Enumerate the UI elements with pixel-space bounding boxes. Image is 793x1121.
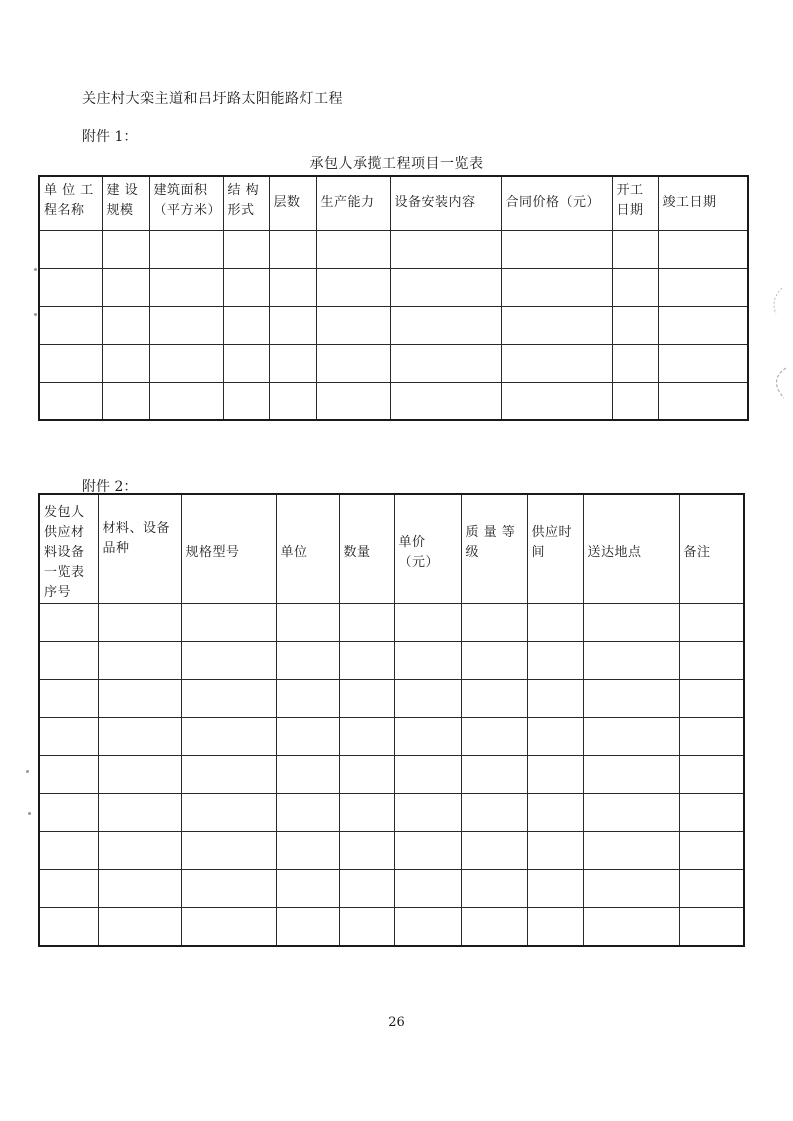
header-cell: 单位 (276, 494, 339, 604)
table-cell[interactable] (339, 718, 394, 756)
table-cell[interactable] (39, 756, 98, 794)
table-cell[interactable] (679, 832, 744, 870)
header-cell: 质 量 等级 (461, 494, 527, 604)
table-cell[interactable] (339, 604, 394, 642)
table-cell[interactable] (339, 832, 394, 870)
table-cell[interactable] (527, 718, 583, 756)
table-row (39, 604, 744, 642)
table-cell[interactable] (339, 642, 394, 680)
header-cell: 发包人供应材料设备一览表序号 (39, 494, 98, 604)
table-cell[interactable] (394, 832, 461, 870)
table-cell[interactable] (149, 230, 223, 268)
table-cell[interactable] (339, 756, 394, 794)
table-cell[interactable] (679, 604, 744, 642)
header-cell: 单 位 工 程名称 (39, 176, 102, 230)
header-cell: 建 设 规模 (102, 176, 149, 230)
table-cell[interactable] (223, 382, 269, 420)
table-cell[interactable] (583, 870, 679, 908)
table-cell[interactable] (39, 680, 98, 718)
table-cell[interactable] (39, 344, 102, 382)
header-cell: 生产能力 (316, 176, 390, 230)
table-cell[interactable] (679, 642, 744, 680)
attachment-1-label: 附件 1： (82, 129, 138, 145)
table-cell[interactable] (501, 268, 612, 306)
table-cell[interactable] (461, 756, 527, 794)
table-cell[interactable] (461, 604, 527, 642)
table-cell[interactable] (181, 604, 276, 642)
table-cell[interactable] (583, 794, 679, 832)
table-cell[interactable] (583, 756, 679, 794)
table-row (39, 794, 744, 832)
table-cell[interactable] (394, 908, 461, 946)
table-cell[interactable] (276, 756, 339, 794)
header-cell: 开工 日期 (612, 176, 658, 230)
scan-speck (34, 268, 37, 271)
table-1-title: 承包人承揽工程项目一览表 (309, 156, 484, 172)
table-cell[interactable] (98, 680, 181, 718)
table-cell[interactable] (276, 642, 339, 680)
table-cell[interactable] (394, 718, 461, 756)
header-cell: 送达地点 (583, 494, 679, 604)
table-cell[interactable] (149, 268, 223, 306)
scan-speck (34, 313, 37, 316)
table-cell[interactable] (612, 382, 658, 420)
table-cell[interactable] (583, 832, 679, 870)
table-cell[interactable] (394, 642, 461, 680)
table-cell[interactable] (658, 344, 748, 382)
header-cell: 竣工日期 (658, 176, 748, 230)
header-cell: 供应时间 (527, 494, 583, 604)
table-header-row (39, 176, 748, 230)
table-cell[interactable] (39, 306, 102, 344)
table-header-row (39, 494, 744, 604)
table-cell[interactable] (339, 794, 394, 832)
table-cell[interactable] (39, 718, 98, 756)
table-cell[interactable] (527, 604, 583, 642)
header-cell: 建筑面积（平方米） (149, 176, 223, 230)
table-cell[interactable] (39, 268, 102, 306)
table-cell[interactable] (269, 306, 316, 344)
table-row (39, 642, 744, 680)
table-cell[interactable] (583, 604, 679, 642)
scan-speck (26, 770, 29, 773)
table-cell[interactable] (223, 344, 269, 382)
table-cell[interactable] (394, 680, 461, 718)
table-cell[interactable] (276, 832, 339, 870)
table-cell[interactable] (98, 604, 181, 642)
table-cell[interactable] (149, 382, 223, 420)
table-cell[interactable] (390, 268, 501, 306)
table-cell[interactable] (316, 268, 390, 306)
table-cell[interactable] (39, 382, 102, 420)
table-cell[interactable] (679, 680, 744, 718)
table-cell[interactable] (39, 832, 98, 870)
table-row (39, 382, 748, 420)
table-cell[interactable] (39, 908, 98, 946)
table-cell[interactable] (390, 382, 501, 420)
table-cell[interactable] (527, 908, 583, 946)
table-cell[interactable] (276, 680, 339, 718)
table-cell[interactable] (390, 306, 501, 344)
header-cell: 设备安装内容 (390, 176, 501, 230)
table-cell[interactable] (269, 230, 316, 268)
table-cell[interactable] (501, 382, 612, 420)
page-number: 26 (388, 1015, 405, 1030)
table-cell[interactable] (39, 870, 98, 908)
table-cell[interactable] (339, 908, 394, 946)
supplied-materials-table (38, 493, 745, 947)
table-cell[interactable] (181, 680, 276, 718)
table-cell[interactable] (102, 344, 149, 382)
table-cell[interactable] (501, 344, 612, 382)
table-cell[interactable] (181, 718, 276, 756)
header-cell: 规格型号 (181, 494, 276, 604)
table-cell[interactable] (339, 870, 394, 908)
table-cell[interactable] (98, 718, 181, 756)
table-row (39, 756, 744, 794)
table-cell[interactable] (394, 604, 461, 642)
table-cell[interactable] (461, 718, 527, 756)
table-cell[interactable] (527, 756, 583, 794)
table-cell[interactable] (98, 908, 181, 946)
table-cell[interactable] (527, 680, 583, 718)
header-cell: 材料、设备品种 (98, 494, 181, 604)
header-cell: 结 构 形式 (223, 176, 269, 230)
table-row (39, 718, 744, 756)
table-cell[interactable] (269, 344, 316, 382)
table-cell[interactable] (658, 382, 748, 420)
table-cell[interactable] (612, 268, 658, 306)
table-cell[interactable] (181, 642, 276, 680)
table-row (39, 230, 748, 268)
table-cell[interactable] (679, 756, 744, 794)
table-cell[interactable] (461, 680, 527, 718)
table-cell[interactable] (102, 268, 149, 306)
table-row (39, 306, 748, 344)
table-cell[interactable] (98, 832, 181, 870)
table-cell[interactable] (461, 642, 527, 680)
table-cell[interactable] (394, 870, 461, 908)
table-cell[interactable] (39, 642, 98, 680)
table-cell[interactable] (223, 306, 269, 344)
table-row (39, 832, 744, 870)
table-cell[interactable] (276, 870, 339, 908)
table-cell[interactable] (461, 870, 527, 908)
header-cell: 备注 (679, 494, 744, 604)
contractor-projects-table (38, 175, 749, 421)
table-row (39, 344, 748, 382)
table-cell[interactable] (612, 344, 658, 382)
table-cell[interactable] (658, 230, 748, 268)
table-row (39, 908, 744, 946)
table-cell[interactable] (102, 306, 149, 344)
table-cell[interactable] (612, 230, 658, 268)
table-cell[interactable] (269, 268, 316, 306)
header-cell: 层数 (269, 176, 316, 230)
table-cell[interactable] (316, 306, 390, 344)
table-cell[interactable] (394, 794, 461, 832)
table-cell[interactable] (39, 604, 98, 642)
table-row (39, 268, 748, 306)
table-cell[interactable] (658, 306, 748, 344)
table-cell[interactable] (394, 756, 461, 794)
table-cell[interactable] (658, 268, 748, 306)
table-cell[interactable] (679, 870, 744, 908)
table-cell[interactable] (527, 642, 583, 680)
table-cell[interactable] (98, 756, 181, 794)
table-cell[interactable] (679, 908, 744, 946)
table-cell[interactable] (583, 642, 679, 680)
table-cell[interactable] (316, 230, 390, 268)
table-cell[interactable] (501, 230, 612, 268)
table-cell[interactable] (149, 344, 223, 382)
table-cell[interactable] (583, 908, 679, 946)
table-cell[interactable] (461, 908, 527, 946)
table-cell[interactable] (181, 908, 276, 946)
table-cell[interactable] (276, 908, 339, 946)
table-cell[interactable] (390, 230, 501, 268)
table-cell[interactable] (612, 306, 658, 344)
table-cell[interactable] (149, 306, 223, 344)
table-cell[interactable] (527, 794, 583, 832)
table-row (39, 870, 744, 908)
table-cell[interactable] (527, 870, 583, 908)
table-cell[interactable] (98, 794, 181, 832)
table-cell[interactable] (181, 832, 276, 870)
scan-speck (28, 812, 31, 815)
table-cell[interactable] (679, 718, 744, 756)
table-cell[interactable] (276, 794, 339, 832)
table-cell[interactable] (98, 870, 181, 908)
header-cell: 合同价格（元） (501, 176, 612, 230)
table-cell[interactable] (501, 306, 612, 344)
table-cell[interactable] (527, 832, 583, 870)
project-title: 关庄村大栾主道和吕圩路太阳能路灯工程 (82, 91, 343, 107)
table-cell[interactable] (181, 870, 276, 908)
table-cell[interactable] (583, 718, 679, 756)
table-cell[interactable] (223, 230, 269, 268)
table-cell[interactable] (679, 794, 744, 832)
table-cell[interactable] (316, 382, 390, 420)
table-cell[interactable] (98, 642, 181, 680)
table-cell[interactable] (223, 268, 269, 306)
table-cell[interactable] (583, 680, 679, 718)
table-cell[interactable] (276, 718, 339, 756)
table-cell[interactable] (339, 680, 394, 718)
table-cell[interactable] (181, 756, 276, 794)
table-cell[interactable] (102, 230, 149, 268)
attachment-2-label: 附件 2： (82, 476, 141, 496)
header-cell: 数量 (339, 494, 394, 604)
stamp-edge-mark (762, 280, 790, 410)
table-row (39, 680, 744, 718)
table-cell[interactable] (461, 794, 527, 832)
table-cell[interactable] (276, 604, 339, 642)
table-cell[interactable] (461, 832, 527, 870)
table-cell[interactable] (390, 344, 501, 382)
table-cell[interactable] (102, 382, 149, 420)
table-cell[interactable] (39, 794, 98, 832)
table-cell[interactable] (316, 344, 390, 382)
table-cell[interactable] (181, 794, 276, 832)
table-cell[interactable] (39, 230, 102, 268)
table-cell[interactable] (269, 382, 316, 420)
header-cell: 单价（元） (394, 494, 461, 604)
